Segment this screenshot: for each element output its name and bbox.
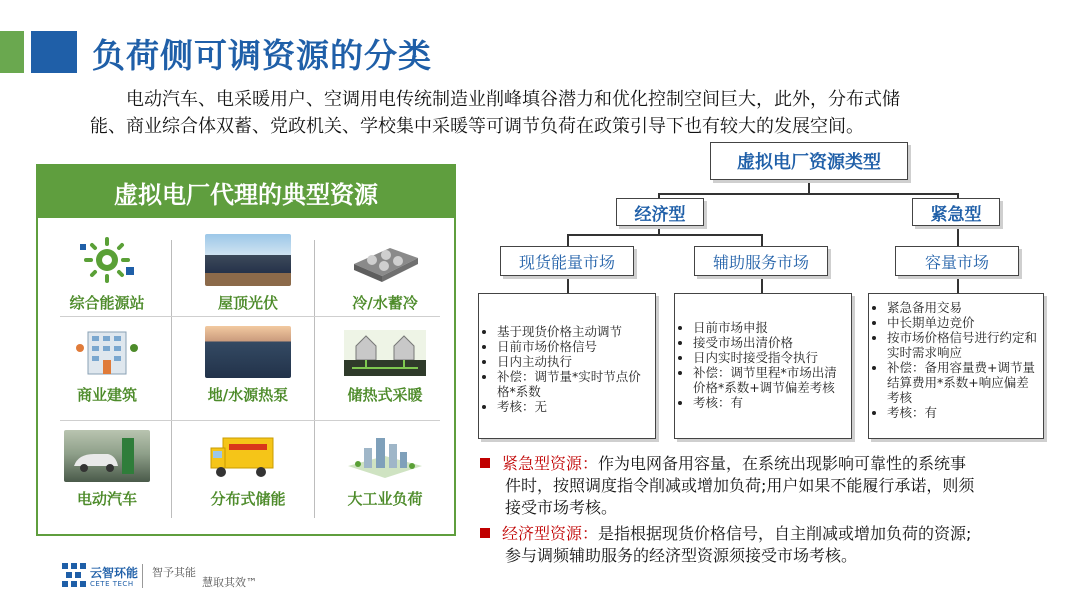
detail-item: • 基于现货价格主动调节	[497, 324, 651, 339]
connector	[761, 234, 763, 246]
detail-item: • 日前市场申报	[693, 320, 847, 335]
resource-label: 储热式采暖	[347, 386, 423, 404]
building-icon	[64, 326, 150, 378]
note-term: 紧急型资源：	[502, 454, 599, 473]
solar-field-icon	[205, 326, 291, 378]
detail-item: • 接受市场出清价格	[693, 335, 847, 350]
note-text: 是指根据现货价格信号，自主削减或增加负荷的资源;	[598, 524, 972, 543]
detail-item: • 考核：有	[887, 405, 1039, 420]
resource-label: 分布式储能	[210, 490, 286, 508]
sun-gear-icon	[64, 234, 150, 286]
connector	[808, 180, 810, 194]
grid-divider	[60, 316, 440, 317]
note-economic	[480, 523, 1065, 567]
resource-item-rooftop-pv	[183, 234, 313, 313]
resource-label: 电动汽车	[76, 490, 137, 508]
resource-item-ev	[42, 430, 172, 509]
bullet-icon	[480, 528, 490, 538]
resource-item-distributed-storage	[183, 430, 313, 509]
connector	[658, 193, 959, 195]
detail-item: • 紧急备用交易	[887, 300, 1039, 315]
company-subname: CETE TECH	[90, 580, 134, 588]
slogan-line-1: 智予其能	[152, 566, 196, 579]
capacity-market-box: 容量市场	[895, 246, 1019, 276]
company-logo-icon	[62, 563, 86, 587]
resource-label: 综合能源站	[69, 294, 145, 312]
resource-label: 大工业负荷	[347, 490, 423, 508]
detail-item: • 补偿：备用容量费+调节量结算费用*系数+响应偏差考核	[887, 360, 1039, 405]
resource-label: 屋顶光伏	[217, 294, 278, 312]
intro-line-1: 电动汽车、电采暖用户、空调用电传统制造业削峰填谷潜力和优化控制空间巨大，此外，分布式储	[126, 89, 900, 110]
rooftop-solar-icon	[205, 234, 291, 286]
company-name: 云智环能	[90, 566, 139, 580]
detail-item: • 中长期单边竞价	[887, 315, 1039, 330]
detail-item: • 考核：无	[497, 399, 651, 414]
resource-item-industrial-load	[320, 430, 450, 509]
spot-market-box: 现货能量市场	[500, 246, 634, 276]
resource-label: 商业建筑	[76, 386, 137, 404]
note-emergency	[480, 453, 1065, 519]
detail-item: • 日内实时接受指令执行	[693, 350, 847, 365]
ancillary-market-details	[674, 293, 852, 439]
chiller-icon	[342, 234, 428, 286]
note-term: 经济型资源：	[502, 524, 599, 543]
intro-paragraph	[90, 86, 1020, 140]
vpp-resource-types-box: 虚拟电厂资源类型	[710, 142, 908, 180]
capacity-market-details	[868, 293, 1044, 439]
heat-storage-icon	[342, 326, 428, 378]
resource-label: 冷/水蓄冷	[352, 294, 418, 312]
resource-label: 地/水源热泵	[207, 386, 289, 404]
connector	[567, 234, 763, 236]
resource-item-heat-storage	[320, 326, 450, 405]
note-text: 件时，按照调度指令削减或增加负荷;用户如果不能履行承诺，则须	[505, 476, 975, 495]
header-accent-green	[0, 31, 24, 73]
grid-divider	[60, 420, 440, 421]
bullet-icon	[480, 458, 490, 468]
detail-item: • 补偿：调节里程*市场出清价格*系数+调节偏差考核	[693, 365, 847, 395]
note-text: 参与调频辅助服务的经济型资源须接受市场考核。	[505, 546, 858, 565]
storage-truck-icon	[205, 430, 291, 482]
detail-item: • 日内主动执行	[497, 354, 651, 369]
grid-divider	[314, 240, 315, 518]
resource-item-cold-storage	[320, 234, 450, 313]
industrial-city-icon	[342, 430, 428, 482]
page-title: 负荷侧可调资源的分类	[92, 36, 432, 75]
detail-item: • 补偿：调节量*实时节点价格*系数	[497, 369, 651, 399]
connector	[567, 275, 569, 293]
economic-category-box: 经济型	[616, 198, 704, 226]
resource-item-heat-pump	[183, 326, 313, 405]
connector	[957, 275, 959, 293]
resource-item-energy-station	[42, 234, 172, 313]
resource-panel-title: 虚拟电厂代理的典型资源	[38, 166, 454, 218]
ev-charging-icon	[64, 430, 150, 482]
connector	[567, 234, 569, 246]
connector	[761, 275, 763, 293]
detail-item: • 考核：有	[693, 395, 847, 410]
note-text: 作为电网备用容量，在系统出现影响可靠性的系统事	[598, 454, 967, 473]
connector	[957, 225, 959, 246]
slogan-line-2: 慧取其效™	[202, 576, 257, 589]
header-accent-blue	[31, 31, 77, 73]
ancillary-market-box: 辅助服务市场	[694, 246, 828, 276]
footer-divider	[142, 564, 143, 588]
detail-item: • 日前市场价格信号	[497, 339, 651, 354]
spot-market-details	[478, 293, 656, 439]
resource-item-commercial-building	[42, 326, 172, 405]
emergency-category-box: 紧急型	[912, 198, 1000, 226]
note-text: 接受市场考核。	[505, 498, 618, 517]
detail-item: • 按市场价格信号进行约定和实时需求响应	[887, 330, 1039, 360]
intro-line-2: 能、商业综合体双蓄、党政机关、学校集中采暖等可调节负荷在政策引导下也有较大的发展空间。	[90, 116, 864, 137]
